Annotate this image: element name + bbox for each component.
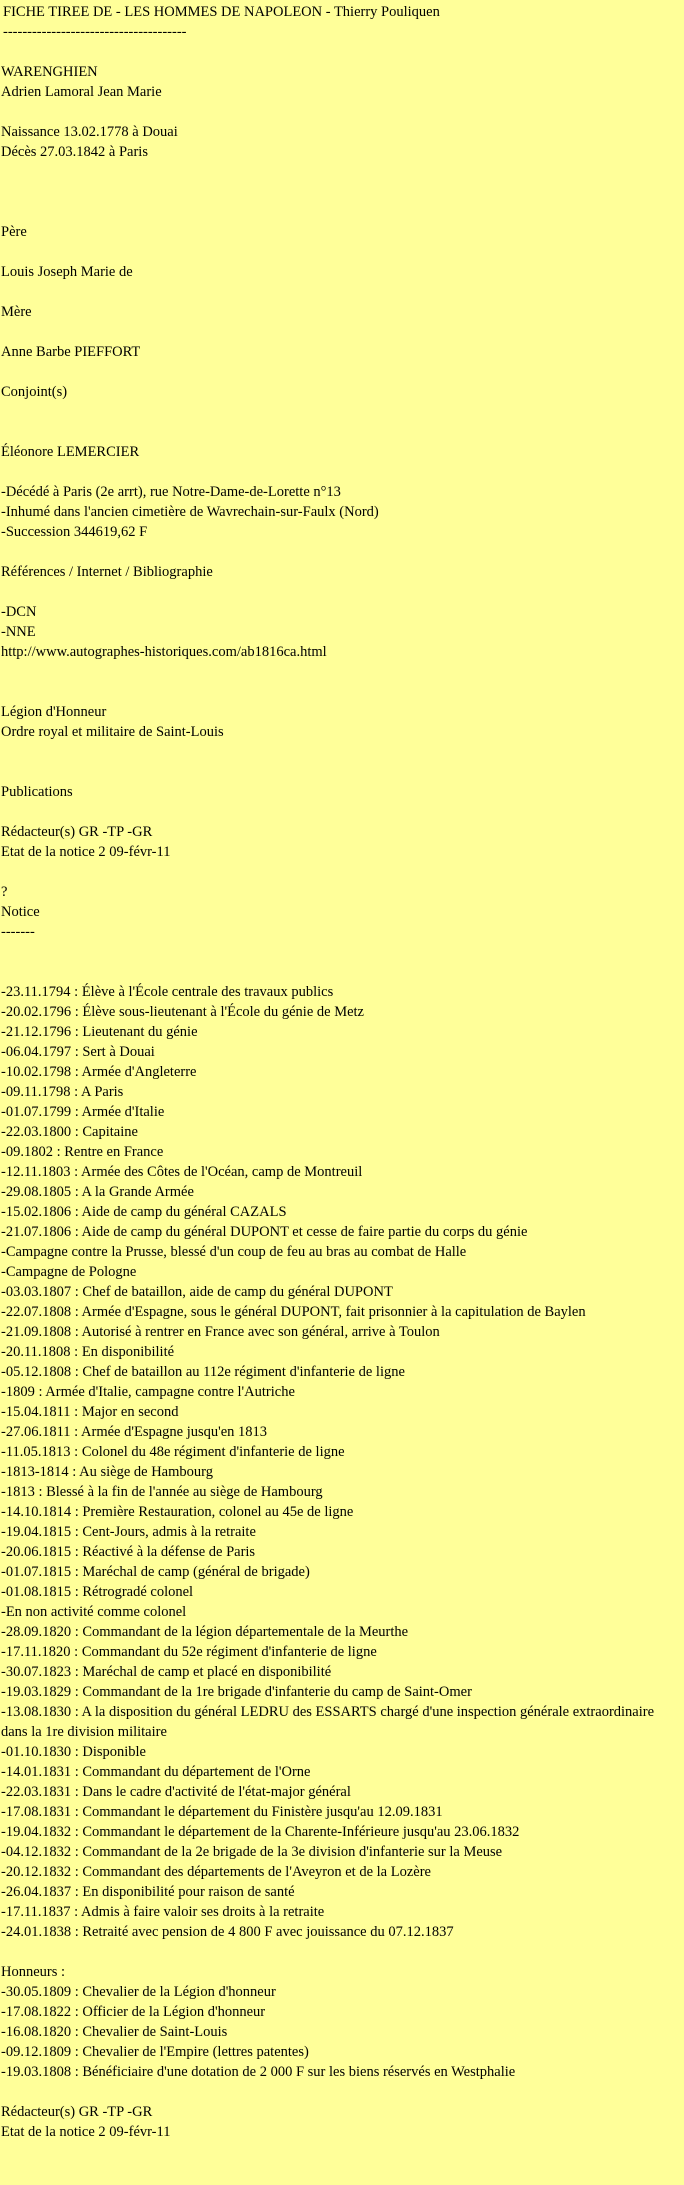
career-entry: -06.04.1797 : Sert à Douai [1, 1044, 155, 1060]
career-entry: -20.06.1815 : Réactivé à la défense de Paris [1, 1544, 256, 1560]
given-names: Adrien Lamoral Jean Marie [1, 84, 162, 100]
note-line: -Décédé à Paris (2e arrt), rue Notre-Dame-de-Lorette n°13 [1, 484, 341, 500]
notice-content [0, 42, 684, 2142]
editors-block-top [1, 822, 684, 862]
honour-entry: -30.05.1809 : Chevalier de la Légion d'honneur [1, 1984, 276, 2000]
career-list [1, 982, 684, 1942]
career-entry: -01.08.1815 : Rétrogradé colonel [1, 1584, 194, 1600]
spouse-name: Éléonore LEMERCIER [1, 444, 140, 460]
career-entry: -24.01.1838 : Retraité avec pension de 4 800 F avec jouissance du 07.12.1837 [1, 1924, 454, 1940]
editors-line: Rédacteur(s) GR -TP -GR [1, 824, 153, 840]
career-entry: -27.06.1811 : Armée d'Espagne jusqu'en 1813 [1, 1424, 268, 1440]
reference-item: -DCN [1, 604, 37, 620]
notes-block [1, 482, 684, 542]
career-entry: -11.05.1813 : Colonel du 48e régiment d'infanterie de ligne [1, 1444, 345, 1460]
career-entry: -29.08.1805 : A la Grande Armée [1, 1184, 194, 1200]
career-entry: -03.03.1807 : Chef de bataillon, aide de camp du général DUPONT [1, 1284, 393, 1300]
career-entry: -Campagne de Pologne [1, 1264, 137, 1280]
notice-label: Notice [1, 904, 40, 920]
career-entry: -22.03.1831 : Dans le cadre d'activité de l'état-major général [1, 1784, 351, 1800]
career-entry: -22.07.1808 : Armée d'Espagne, sous le général DUPONT, fait prisonnier à la capitulation de Baylen [1, 1304, 586, 1320]
career-entry: -15.04.1811 : Major en second [1, 1404, 179, 1420]
career-entry: -20.12.1832 : Commandant des départements de l'Aveyron et de la Lozère [1, 1864, 431, 1880]
career-entry: -09.1802 : Rentre en France [1, 1144, 164, 1160]
honour-entry: -17.08.1822 : Officier de la Légion d'honneur [1, 2004, 266, 2020]
career-entry: -Campagne contre la Prusse, blessé d'un coup de feu au bras au combat de Halle [1, 1244, 467, 1260]
career-entry: -21.12.1796 : Lieutenant du génie [1, 1024, 198, 1040]
father-name: Louis Joseph Marie de [1, 264, 133, 280]
honours-label: Honneurs : [1, 1964, 66, 1980]
career-entry: -01.10.1830 : Disponible [1, 1744, 146, 1760]
career-entry: -01.07.1799 : Armée d'Italie [1, 1104, 165, 1120]
career-entry: -20.11.1808 : En disponibilité [1, 1344, 175, 1360]
family-block [1, 222, 684, 462]
honour-entry: -19.03.1808 : Bénéficiaire d'une dotation de 2 000 F sur les biens réservés en Westphalie [1, 2064, 516, 2080]
honours-list [1, 1982, 684, 2082]
title-rule: -------------------------------------- [3, 24, 187, 40]
career-entry: -05.12.1808 : Chef de bataillon au 112e régiment d'infanterie de ligne [1, 1364, 405, 1380]
honour-entry: -16.08.1820 : Chevalier de Saint-Louis [1, 2024, 228, 2040]
career-entry: -21.07.1806 : Aide de camp du général DUPONT et cesse de faire partie du corps du génie [1, 1224, 528, 1240]
career-entry: -13.08.1830 : A la disposition du général LEDRU des ESSARTS chargé d'une inspection générale extraordinaire dans la 1re division militaire [1, 1704, 655, 1740]
page-title: FICHE TIREE DE - LES HOMMES DE NAPOLEON - Thierry Pouliquen [3, 4, 440, 20]
notice-rule: ------- [1, 924, 35, 940]
career-entry: -30.07.1823 : Maréchal de camp et placé en disponibilité [1, 1664, 332, 1680]
reference-url: http://www.autographes-historiques.com/ab1816ca.html [1, 644, 327, 660]
career-entry: -26.04.1837 : En disponibilité pour raison de santé [1, 1884, 295, 1900]
career-entry: -En non activité comme colonel [1, 1604, 187, 1620]
career-entry: -12.11.1803 : Armée des Côtes de l'Océan, camp de Montreuil [1, 1164, 363, 1180]
career-entry: -23.11.1794 : Élève à l'École centrale des travaux publics [1, 984, 334, 1000]
note-line: -Inhumé dans l'ancien cimetière de Wavrechain-sur-Faulx (Nord) [1, 504, 379, 520]
page-header [0, 2, 684, 42]
notice-state: Etat de la notice 2 09-févr-11 [1, 844, 171, 860]
surname: WARENGHIEN [1, 64, 98, 80]
reference-item: -NNE [1, 624, 36, 640]
career-entry: -1813-1814 : Au siège de Hambourg [1, 1464, 213, 1480]
career-entry: -14.10.1814 : Première Restauration, colonel au 45e de ligne [1, 1504, 354, 1520]
career-entry: -28.09.1820 : Commandant de la légion départementale de la Meurthe [1, 1624, 409, 1640]
career-entry: -10.02.1798 : Armée d'Angleterre [1, 1064, 197, 1080]
editors-block-bottom [1, 2102, 684, 2142]
career-entry: -14.01.1831 : Commandant du département de l'Orne [1, 1764, 311, 1780]
father-label: Père [1, 224, 27, 240]
orders-block [1, 702, 684, 742]
honour-entry: -09.12.1809 : Chevalier de l'Empire (lettres patentes) [1, 2044, 309, 2060]
identity-block [1, 62, 684, 162]
editors-line: Rédacteur(s) GR -TP -GR [1, 2104, 153, 2120]
career-entry: -17.08.1831 : Commandant le département du Finistère jusqu'au 12.09.1831 [1, 1804, 443, 1820]
career-entry: -01.07.1815 : Maréchal de camp (général de brigade) [1, 1564, 310, 1580]
references-block [1, 562, 684, 662]
career-entry: -22.03.1800 : Capitaine [1, 1124, 138, 1140]
death-line: Décès 27.03.1842 à Paris [1, 144, 148, 160]
birth-line: Naissance 13.02.1778 à Douai [1, 124, 178, 140]
notice-state: Etat de la notice 2 09-févr-11 [1, 2124, 171, 2140]
career-entry: -21.09.1808 : Autorisé à rentrer en France avec son général, arrive à Toulon [1, 1324, 440, 1340]
references-label: Références / Internet / Bibliographie [1, 564, 213, 580]
honours-block [1, 1962, 684, 2082]
note-line: -Succession 344619,62 F [1, 524, 148, 540]
order-item: Légion d'Honneur [1, 704, 107, 720]
notice-heading [1, 882, 684, 942]
spouse-label: Conjoint(s) [1, 384, 68, 400]
mother-label: Mère [1, 304, 32, 320]
career-entry: -04.12.1832 : Commandant de la 2e brigade de la 3e division d'infanterie sur la Meuse [1, 1844, 503, 1860]
career-entry: -19.04.1832 : Commandant le département de la Charente-Inférieure jusqu'au 23.06.1832 [1, 1824, 520, 1840]
career-entry: -17.11.1837 : Admis à faire valoir ses droits à la retraite [1, 1904, 325, 1920]
career-entry: -09.11.1798 : A Paris [1, 1084, 124, 1100]
career-entry: -1813 : Blessé à la fin de l'année au siège de Hambourg [1, 1484, 323, 1500]
career-entry: -19.03.1829 : Commandant de la 1re brigade d'infanterie du camp de Saint-Omer [1, 1684, 472, 1700]
order-item: Ordre royal et militaire de Saint-Louis [1, 724, 224, 740]
career-entry: -20.02.1796 : Élève sous-lieutenant à l'École du génie de Metz [1, 1004, 364, 1020]
career-entry: -1809 : Armée d'Italie, campagne contre l'Autriche [1, 1384, 295, 1400]
question-mark: ? [1, 884, 8, 900]
career-entry: -19.04.1815 : Cent-Jours, admis à la retraite [1, 1524, 256, 1540]
career-entry: -15.02.1806 : Aide de camp du général CAZALS [1, 1204, 287, 1220]
career-entry: -17.11.1820 : Commandant du 52e régiment d'infanterie de ligne [1, 1644, 377, 1660]
mother-name: Anne Barbe PIEFFORT [1, 344, 141, 360]
publications-label: Publications [1, 784, 73, 800]
